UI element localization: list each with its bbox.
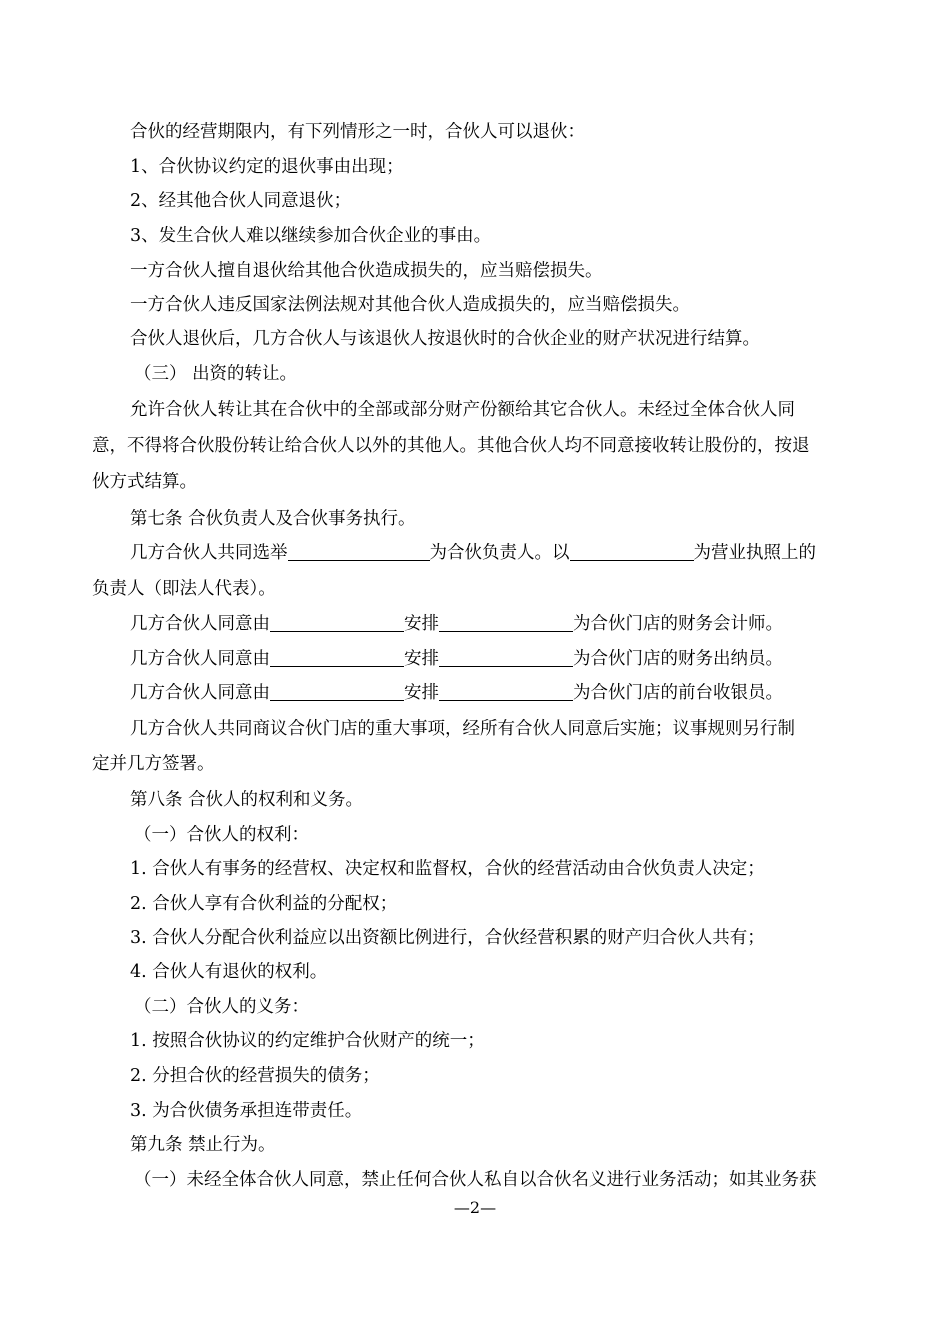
appointment-line <box>130 676 872 710</box>
blank-field <box>270 612 404 632</box>
section-heading: （三） 出资的转让。 <box>134 364 298 384</box>
blank-field <box>439 681 573 701</box>
list-item: 1、合伙协议约定的退伙事由出现； <box>130 157 404 177</box>
paragraph: 合伙的经营期限内，有下列情形之一时，合伙人可以退伙： <box>130 122 585 142</box>
blank-field <box>270 681 404 701</box>
article-heading: 第八条 合伙人的权利和义务。 <box>130 790 364 810</box>
list-item: 2. 合伙人享有合伙利益的分配权； <box>130 894 398 914</box>
appointment-text: 几方合伙人同意由 <box>130 649 270 669</box>
appointment-line <box>130 607 872 641</box>
paragraph: 合伙人退伙后，几方合伙人与该退伙人按退伙时的合伙企业的财产状况进行结算。 <box>130 329 760 349</box>
appointment-text: 安排 <box>404 649 439 669</box>
paragraph: 几方合伙人共同商议合伙门店的重大事项，经所有合伙人同意后实施；议事规则另行制 <box>130 719 795 739</box>
list-item: 4. 合伙人有退伙的权利。 <box>130 962 328 982</box>
paragraph-continuation: 伙方式结算。 <box>92 472 197 492</box>
appointment-text: 几方合伙人同意由 <box>130 614 270 634</box>
appointment-text: 为合伙负责人。以 <box>429 543 570 563</box>
paragraph: （一）未经全体合伙人同意，禁止任何合伙人私自以合伙名义进行业务活动；如其业务获 <box>134 1170 817 1190</box>
paragraph: 允许合伙人转让其在合伙中的全部或部分财产份额给其它合伙人。未经过全体合伙人同 <box>130 400 795 420</box>
appointment-line <box>130 642 872 676</box>
section-heading: （一）合伙人的权利： <box>134 825 309 845</box>
list-item: 2. 分担合伙的经营损失的债务； <box>130 1066 380 1086</box>
list-item: 3. 为合伙债务承担连带责任。 <box>130 1101 363 1121</box>
article-heading: 第九条 禁止行为。 <box>130 1135 276 1155</box>
section-heading: （二）合伙人的义务： <box>134 997 309 1017</box>
list-item: 2、经其他合伙人同意退伙； <box>130 191 352 211</box>
paragraph-continuation: 负责人（即法人代表）。 <box>92 579 276 599</box>
blank-field <box>288 541 430 561</box>
appointment-text: 为合伙门店的财务会计师。 <box>573 614 783 634</box>
list-item: 1. 按照合伙协议的约定维护合伙财产的统一； <box>130 1031 485 1051</box>
paragraph-continuation: 定并几方签署。 <box>92 754 215 774</box>
list-item: 1. 合伙人有事务的经营权、决定权和监督权，合伙的经营活动由合伙负责人决定； <box>130 859 765 879</box>
appointment-text: 为营业执照上的 <box>693 543 816 563</box>
appointment-text: 为合伙门店的财务出纳员。 <box>573 649 783 669</box>
paragraph: 一方合伙人违反国家法例法规对其他合伙人造成损失的，应当赔偿损失。 <box>130 295 690 315</box>
appointment-text: 安排 <box>404 683 439 703</box>
appointment-text: 安排 <box>404 614 439 634</box>
article-heading: 第七条 合伙负责人及合伙事务执行。 <box>130 509 416 529</box>
blank-field <box>270 647 404 667</box>
appointment-text: 为合伙门店的前台收银员。 <box>573 683 783 703</box>
page-number: —2— <box>453 1198 497 1217</box>
list-item: 3. 合伙人分配合伙利益应以出资额比例进行，合伙经营积累的财产归合伙人共有； <box>130 928 765 948</box>
blank-field <box>439 647 573 667</box>
appointment-text: 几方合伙人同意由 <box>130 683 270 703</box>
appointment-text: 几方合伙人共同选举 <box>130 543 288 563</box>
blank-field <box>570 541 694 561</box>
blank-field <box>439 612 573 632</box>
paragraph-continuation: 意，不得将合伙股份转让给合伙人以外的其他人。其他合伙人均不同意接收转让股份的，按退 <box>92 436 810 456</box>
list-item: 3、发生合伙人难以继续参加合伙企业的事由。 <box>130 226 492 246</box>
paragraph: 一方合伙人擅自退伙给其他合伙造成损失的，应当赔偿损失。 <box>130 261 603 281</box>
appointment-line <box>130 536 872 570</box>
